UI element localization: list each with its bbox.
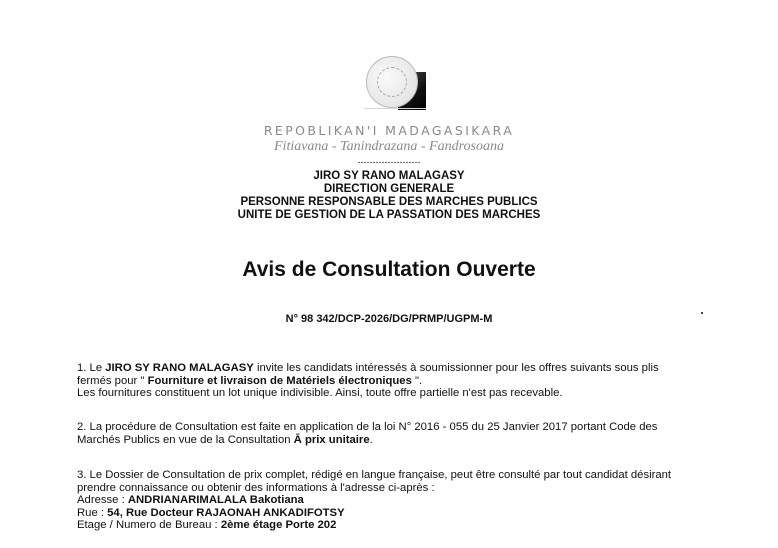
org-line: JIRO SY RANO MALAGASY	[313, 170, 465, 182]
consultation-subject: Fourniture et livraison de Matériels électroniques	[147, 374, 412, 387]
national-motto: Fitiavana - Tanindrazana - Fandrosoana	[274, 139, 504, 154]
org-line: DIRECTION GENERALE	[323, 183, 455, 195]
separator: ---------------------	[357, 157, 421, 167]
paragraph-3: 3. Le Dossier de Consultation de prix complet, rédigé en langue française, peut être consulté par tout candidat désirant prendre connaissance ou obtenir des informations à l'adresse ci-après : Adresse : ANDRIANARIMALALA Bakotiana Rue : 54, Rue Docteur RAJAONAH ANKADIFOTSY Etage / Numero de Bureau : 2ème étage Porte 202	[77, 469, 727, 532]
seal-icon	[366, 56, 418, 108]
scan-speck	[701, 312, 703, 314]
state-emblem	[364, 54, 428, 110]
pricing-mode: Ā prix unitaire	[293, 433, 370, 446]
office-line: Etage / Numero de Bureau : 2ème étage Porte 202	[77, 519, 337, 532]
entity-name: JIRO SY RANO MALAGASY	[105, 362, 254, 374]
reference-number: N° 98 342/DCP-2026/DG/PRMP/UGPM-M	[285, 313, 493, 325]
org-line: UNITE DE GESTION DE LA PASSATION DES MARCHES	[237, 209, 541, 221]
paragraph-2: 2. La procédure de Consultation est faite en application de la loi N° 2016 - 055 du 25 Janvier 2017 portant Code des Marchés Publics en vue de la Consultation Ā prix unitaire.	[77, 421, 658, 446]
street-line: Rue : 54, Rue Docteur RAJAONAH ANKADIFOTSY	[77, 506, 345, 519]
document-title: Avis de Consultation Ouverte	[242, 258, 536, 281]
address-line: Adresse : ANDRIANARIMALALA Bakotiana	[77, 494, 304, 507]
org-line: PERSONNE RESPONSABLE DES MARCHES PUBLICS	[240, 196, 538, 208]
organization-block	[0, 170, 778, 222]
paragraph-1: 1. Le JIRO SY RANO MALAGASY invite les candidats intéressés à soumissionner pour les offres suivants sous plis fermés pour " Fourniture et livraison de Matériels électroniques ". Les fournitures constituent un lot unique indivisible. Ainsi, toute offre partielle n'est pas recevable.	[77, 362, 659, 400]
country-name: REPOBLIKAN'I MADAGASIKARA	[263, 123, 515, 138]
